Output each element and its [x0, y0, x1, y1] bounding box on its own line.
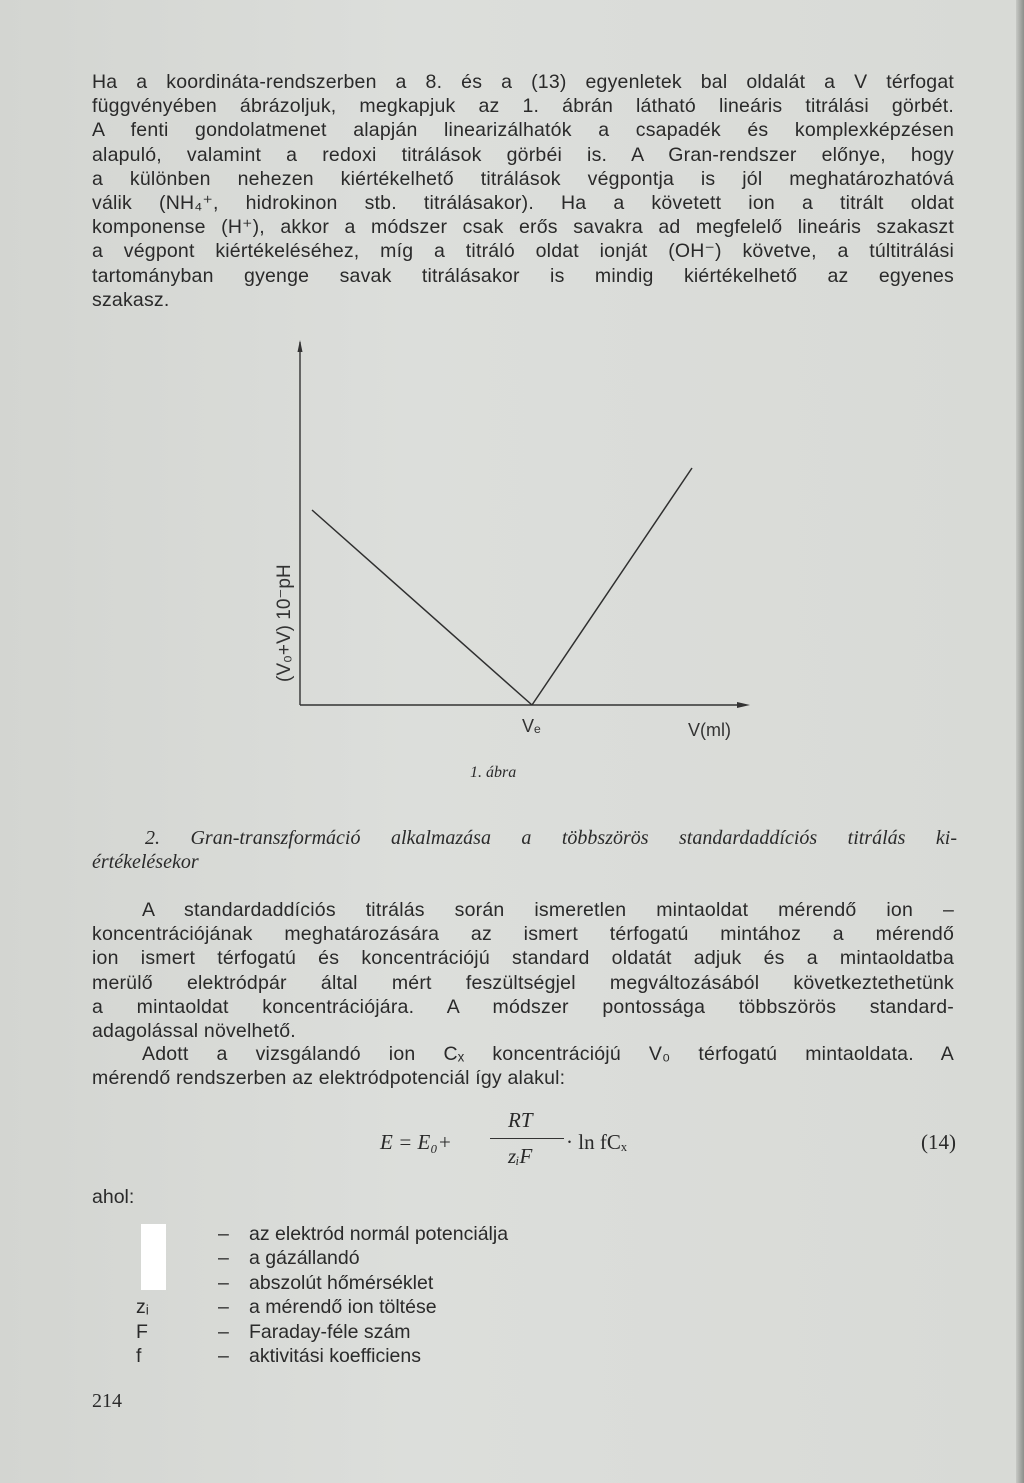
equation-14	[380, 1108, 960, 1178]
page-number: 214	[92, 1390, 122, 1412]
legend-description: az elektród normál potenciálja	[249, 1223, 509, 1245]
paragraph-3	[92, 1042, 954, 1090]
legend-description: Faraday-féle szám	[249, 1320, 411, 1343]
text-line: válik (NH₄⁺, hidrokinon stb. titrálásakor). Ha a követett ion a titrált oldat	[92, 192, 954, 215]
text-line: koncentrációjának meghatározására az ismert térfogatú mintához a mérendő	[92, 923, 954, 946]
legend-dash: –	[218, 1296, 229, 1319]
x-axis-arrow-icon	[737, 702, 750, 708]
legend-description: a gázállandó	[249, 1247, 360, 1270]
legend-description: abszolút hőmérséklet	[249, 1271, 434, 1294]
ascending-line	[532, 468, 692, 705]
paragraph-2	[92, 898, 954, 1043]
legend-dash: –	[218, 1223, 229, 1245]
legend-dash: –	[218, 1344, 229, 1367]
gran-plot	[240, 330, 780, 790]
fraction-bar	[490, 1138, 564, 1139]
legend-description: a mérendő ion töltése	[249, 1296, 437, 1319]
descending-line	[312, 510, 532, 705]
legend-description: aktivitási koefficiens	[249, 1344, 421, 1367]
text-line: a végpont kiértékeléséhez, míg a titráló oldat ionját (OH⁻) követve, a túltitrálási	[92, 240, 954, 263]
text-line: szakasz.	[92, 288, 170, 311]
text-line: mérendő rendszerben az elektródpotenciál így alakul:	[92, 1067, 566, 1090]
paragraph-1	[92, 70, 954, 312]
y-axis-label: (V₀+V) 10⁻pH	[274, 564, 295, 682]
legend-symbol: zᵢ	[136, 1296, 149, 1319]
endpoint-label: Vₑ	[522, 716, 541, 736]
text-line: a mintaoldat koncentrációjára. A módszer pontossága többszörös standard-	[92, 995, 954, 1018]
legend-symbol: F	[136, 1320, 148, 1343]
text-line: adagolással növelhető.	[92, 1020, 296, 1043]
equation-lhs: E = E₀+	[380, 1130, 452, 1154]
x-axis-label: V(ml)	[688, 720, 731, 740]
text-line: alapuló, valamint a redoxi titrálások görbéi is. A Gran-rendszer előnye, hogy	[92, 143, 954, 166]
legend-symbol: f	[136, 1344, 142, 1367]
equation-number: (14)	[921, 1130, 956, 1154]
text-line: függvényében ábrázoljuk, megkapjuk az 1. ábrán látható lineáris titrálási görbét.	[92, 95, 954, 118]
heading-line-2: értékelésekor	[92, 851, 199, 873]
legend-dash: –	[218, 1320, 229, 1343]
equation-rhs: · ln fCₓ	[566, 1130, 627, 1154]
gran-plot-figure	[240, 330, 780, 790]
text-line: komponense (H⁺), akkor a módszer csak erős savakra ad megfelelő lineáris szakaszt	[92, 216, 954, 239]
text-line: Adott a vizsgálandó ion Cₓ koncentrációjú V₀ térfogatú mintaoldata. A	[142, 1043, 954, 1065]
figure-caption: 1. ábra	[470, 764, 517, 781]
text-line: A standardaddíciós titrálás során ismeretlen mintaoldat mérendő ion –	[142, 899, 954, 921]
heading-line-1: 2. Gran-transzformáció alkalmazása a többszörös standardaddíciós titrálás ki-	[145, 827, 957, 849]
masked-symbols-block	[141, 1224, 166, 1290]
legend-dash: –	[218, 1247, 229, 1270]
page-edge-shadow	[1016, 0, 1024, 1483]
section-heading	[92, 826, 957, 874]
text-line: tartományban gyenge savak titrálásakor is mindig kiértékelhető az egyenes	[92, 264, 954, 287]
text-line: a különben nehezen kiértékelhető titrálások végpontja is jól meghatározhatóvá	[92, 167, 954, 190]
legend-dash: –	[218, 1271, 229, 1294]
y-axis-arrow-icon	[298, 340, 303, 352]
equation-denominator: zᵢF	[508, 1144, 533, 1168]
text-line: merülő elektródpár által mért feszültségjel megváltozásából következtethetünk	[92, 971, 954, 994]
equation-numerator: RT	[508, 1108, 533, 1132]
text-line: A fenti gondolatmenet alapján linearizálhatók a csapadék és komplexképzésen	[92, 119, 954, 142]
where-label: ahol:	[92, 1186, 135, 1208]
text-line: Ha a koordináta-rendszerben a 8. és a (13) egyenletek bal oldalát a V térfogat	[92, 71, 954, 93]
text-line: ion ismert térfogatú és koncentrációjú standard oldatát adjuk és a mintaoldatba	[92, 947, 954, 970]
